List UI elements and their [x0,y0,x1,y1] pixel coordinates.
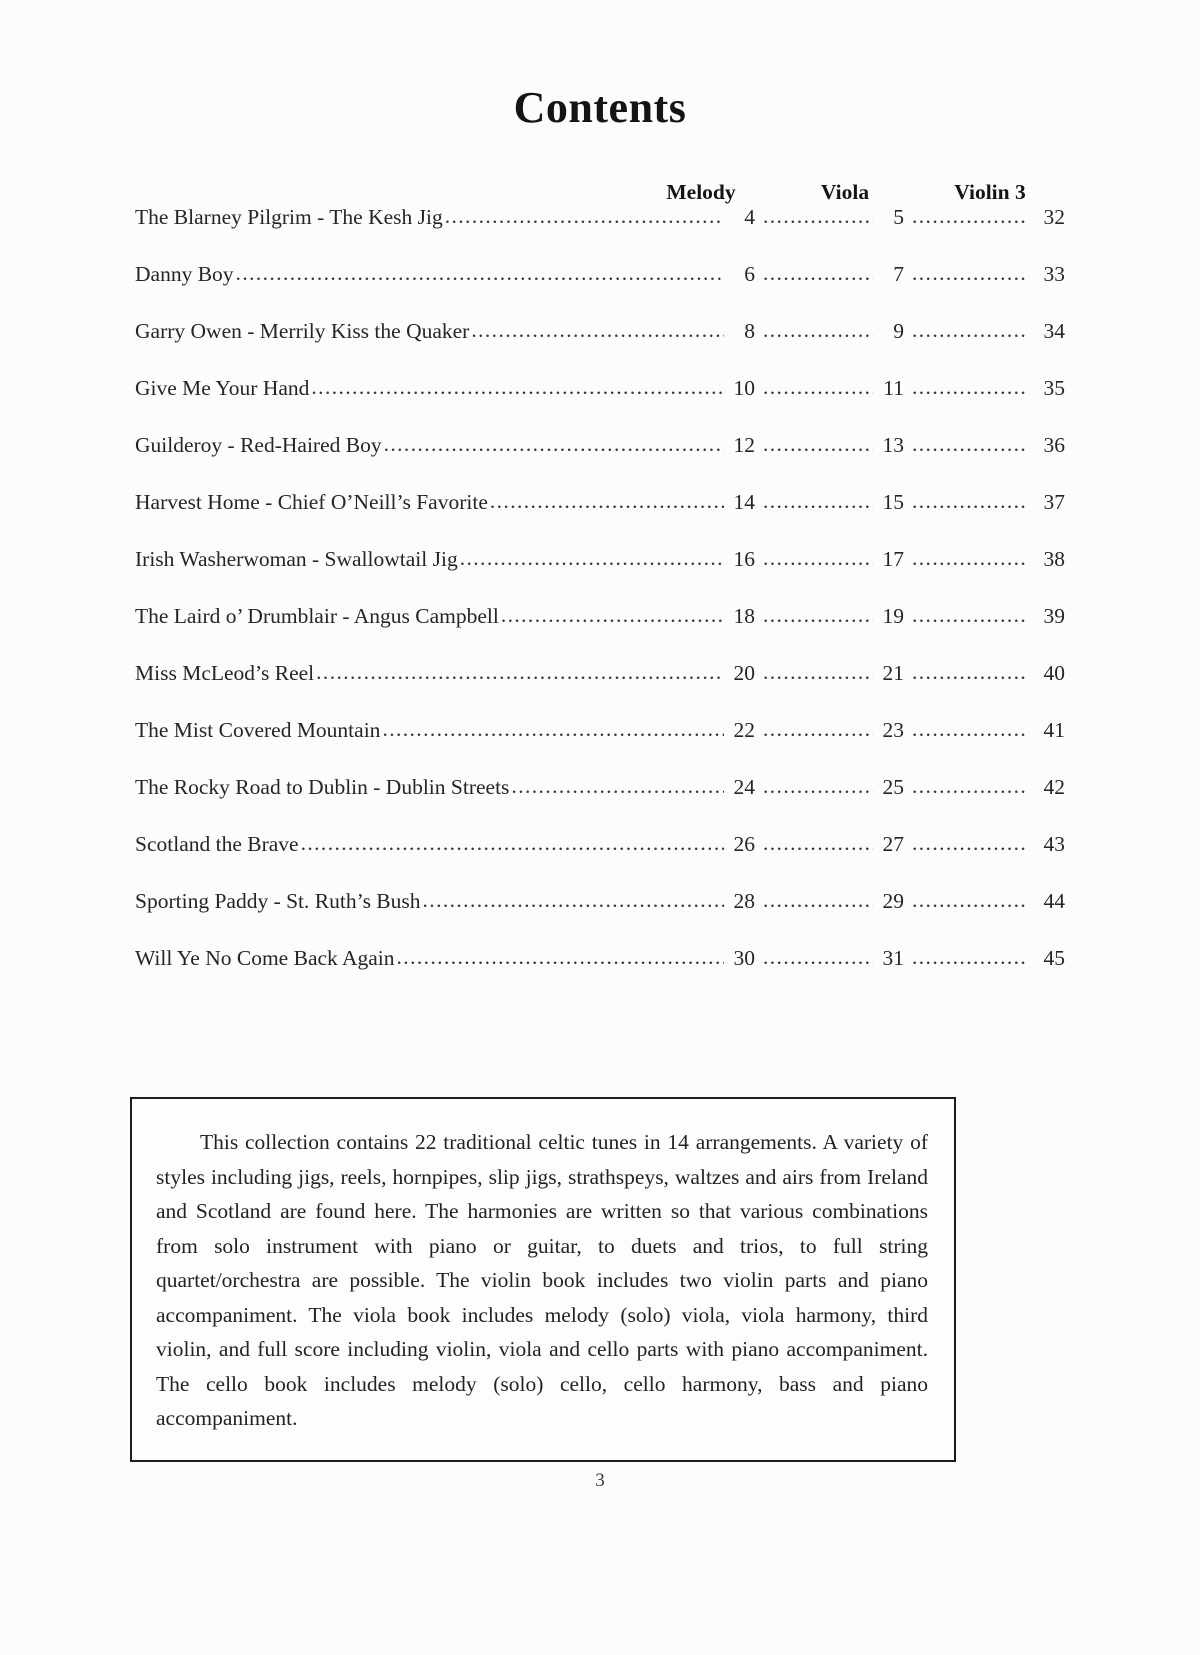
leader-dots [423,888,724,913]
page-number-melody: 4 [744,205,755,229]
page-number-violin3: 34 [1043,319,1065,343]
toc-entry-title: Give Me Your Hand [135,376,310,400]
toc-entry-title: Garry Owen - Merrily Kiss the Quaker [135,319,470,343]
page-number-viola: 11 [883,376,904,400]
leader-dots [904,831,1028,856]
toc-entry[interactable] [135,661,1065,718]
page-number-melody: 16 [733,547,755,571]
page-number-violin3: 39 [1043,604,1065,628]
page-number-viola: 17 [882,547,904,571]
toc-entry[interactable] [135,262,1065,319]
page-number-melody: 14 [733,490,755,514]
leader-dots [755,888,873,913]
leader-dots [755,546,873,571]
leader-dots [755,660,873,685]
page-number-viola: 25 [882,775,904,799]
column-header-melody: Melody [666,180,736,204]
toc-entry-title: Irish Washerwoman - Swallowtail Jig [135,547,458,571]
page-number-viola: 31 [882,946,904,970]
page-number-violin3: 37 [1043,490,1065,514]
leader-dots [316,660,724,685]
page-number-violin3: 40 [1043,661,1065,685]
page-number-viola: 9 [893,319,904,343]
page-number: 3 [595,1470,605,1491]
page-number-viola: 7 [893,262,904,286]
page-number-viola: 29 [882,889,904,913]
toc-entry[interactable] [135,319,1065,376]
leader-dots [904,888,1028,913]
page-number-viola: 21 [882,661,904,685]
leader-dots [755,204,873,229]
leader-dots [490,489,724,514]
toc-entry-title: The Rocky Road to Dublin - Dublin Streets [135,775,510,799]
toc-entry[interactable] [135,205,1065,262]
leader-dots [904,489,1028,514]
toc-entry-title: The Mist Covered Mountain [135,718,381,742]
page-number-violin3: 43 [1043,832,1065,856]
leader-dots [755,717,873,742]
page-number-viola: 13 [882,433,904,457]
leader-dots [755,945,873,970]
toc-entry[interactable] [135,718,1065,775]
page-number-violin3: 44 [1043,889,1065,913]
leader-dots [755,432,873,457]
page-number-viola: 15 [882,490,904,514]
page-title: Contents [513,83,687,132]
page-number-violin3: 42 [1043,775,1065,799]
toc-entry-title: Guilderoy - Red-Haired Boy [135,433,382,457]
toc-entry-list [135,205,1065,1003]
leader-dots [904,204,1028,229]
leader-dots [904,603,1028,628]
page-number-violin3: 35 [1043,376,1065,400]
leader-dots [460,546,724,571]
page-number-viola: 23 [882,718,904,742]
page-number-violin3: 36 [1043,433,1065,457]
toc-entry-title: Will Ye No Come Back Again [135,946,395,970]
leader-dots [397,945,724,970]
leader-dots [501,603,724,628]
leader-dots [236,261,724,286]
page-number-melody: 24 [733,775,755,799]
toc-entry[interactable] [135,604,1065,661]
leader-dots [904,945,1028,970]
toc-entry[interactable] [135,433,1065,490]
leader-dots [904,717,1028,742]
leader-dots [384,432,724,457]
description-text: This collection contains 22 traditional celtic tunes in 14 arrangements. A variety of styles including jigs, reels, hornpipes, slip jigs, strathspeys, waltzes and airs from Ireland and Scotland are found here. The harmonies are written so that various combinations from solo instrument with piano or guitar, to duets and trios, to full string quartet/orchestra are possible. The violin book includes two violin parts and piano accompaniment. The viola book includes melody (solo) viola, viola harmony, third violin, and full score including violin, viola and cello parts with piano accompaniment. The cello book includes melody (solo) cello, cello harmony, bass and piano accompaniment. [156,1130,928,1430]
page-number-melody: 18 [733,604,755,628]
page-number-melody: 26 [733,832,755,856]
leader-dots [755,774,873,799]
page-number-violin3: 45 [1043,946,1065,970]
leader-dots [311,375,724,400]
leader-dots [755,831,873,856]
toc-entry[interactable] [135,946,1065,1003]
page-number-viola: 5 [893,205,904,229]
toc-entry[interactable] [135,490,1065,547]
table-of-contents [135,133,1065,1003]
toc-column-headers [135,175,1065,205]
leader-dots [904,432,1028,457]
leader-dots [904,318,1028,343]
leader-dots [301,831,724,856]
page-number-melody: 22 [733,718,755,742]
description-box [130,1097,956,1462]
leader-dots [755,375,873,400]
page-number-violin3: 32 [1043,205,1065,229]
toc-entry-title: Scotland the Brave [135,832,299,856]
leader-dots [511,774,724,799]
page-number-melody: 8 [744,319,755,343]
page-number-viola: 19 [882,604,904,628]
column-header-viola: Viola [820,180,870,204]
page-number-violin3: 38 [1043,547,1065,571]
leader-dots [445,204,724,229]
column-header-violin3: Violin 3 [954,180,1026,204]
page-number-melody: 20 [733,661,755,685]
leader-dots [904,546,1028,571]
leader-dots [904,375,1028,400]
leader-dots [471,318,724,343]
leader-dots [755,318,873,343]
page-number-violin3: 33 [1043,262,1065,286]
toc-entry[interactable] [135,832,1065,889]
leader-dots [755,603,873,628]
toc-entry[interactable] [135,889,1065,946]
leader-dots [904,660,1028,685]
page-number-melody: 10 [733,376,755,400]
page-number-melody: 12 [733,433,755,457]
page-number-melody: 6 [744,262,755,286]
leader-dots [755,489,873,514]
toc-entry[interactable] [135,775,1065,832]
leader-dots [904,774,1028,799]
leader-dots [755,261,873,286]
toc-entry-title: Harvest Home - Chief O’Neill’s Favorite [135,490,488,514]
page-number-viola: 27 [882,832,904,856]
leader-dots [382,717,724,742]
toc-entry-title: Sporting Paddy - St. Ruth’s Bush [135,889,421,913]
toc-entry-title: Danny Boy [135,262,234,286]
toc-entry-title: The Laird o’ Drumblair - Angus Campbell [135,604,499,628]
toc-entry-title: Miss McLeod’s Reel [135,661,315,685]
page-number-melody: 28 [733,889,755,913]
toc-entry[interactable] [135,547,1065,604]
toc-entry-title: The Blarney Pilgrim - The Kesh Jig [135,205,443,229]
page-number-violin3: 41 [1043,718,1065,742]
page-number-melody: 30 [733,946,755,970]
toc-entry[interactable] [135,376,1065,433]
leader-dots [904,261,1028,286]
